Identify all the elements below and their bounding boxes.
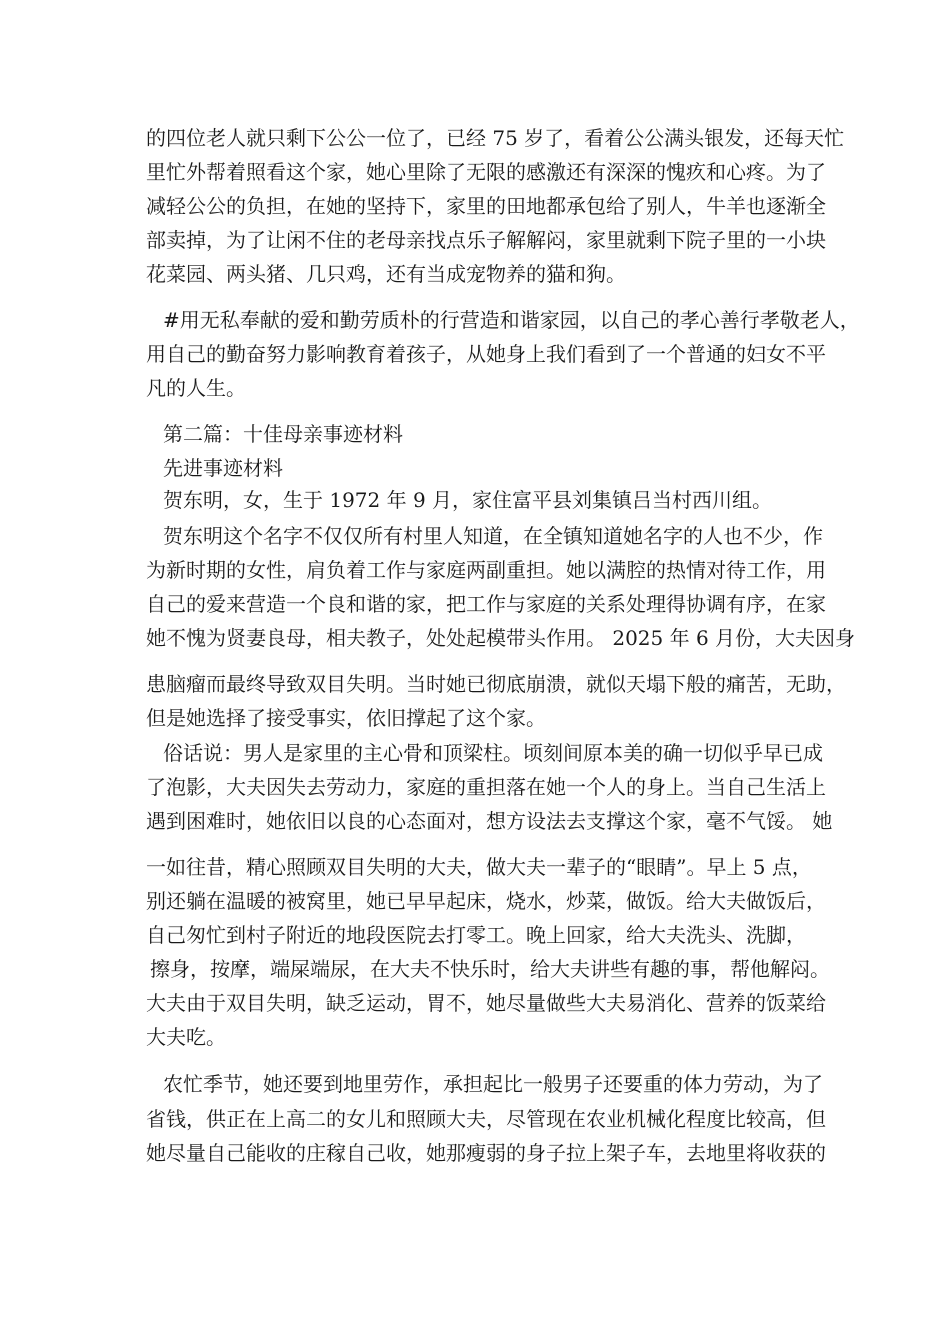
section-subheading: 先进事迹材料 bbox=[163, 456, 283, 480]
text-line: 花菜园、两头猪、几只鸡，还有当成宠物养的猫和狗。 bbox=[146, 262, 626, 286]
text-line: 一如往昔，精心照顾双目失明的大夫，做大夫一辈子的“眼睛”。早上 5 点， bbox=[146, 855, 812, 879]
section-heading: 第二篇：十佳母亲事迹材料 bbox=[163, 422, 403, 446]
text-line: 里忙外帮着照看这个家，她心里除了无限的感激还有深深的愧疚和心疼。为了 bbox=[146, 160, 826, 184]
text-line: 减轻公公的负担，在她的坚持下，家里的田地都承包给了别人，牛羊也逐渐全 bbox=[146, 194, 826, 218]
text-line: 用自己的勤奋努力影响教育着孩子，从她身上我们看到了一个普通的妇女不平 bbox=[146, 342, 826, 366]
text-line: 为新时期的女性，肩负着工作与家庭两副重担。她以满腔的热情对待工作，用 bbox=[146, 558, 826, 582]
text-line: 凡的人生。 bbox=[146, 376, 246, 400]
text-line: 省钱，供正在上高二的女儿和照顾大夫，尽管现在农业机械化程度比较高，但 bbox=[146, 1107, 826, 1131]
text-line: 大夫由于双目失明，缺乏运动，胃不，她尽量做些大夫易消化、营养的饭菜给 bbox=[146, 991, 826, 1015]
text-line: 大夫吃。 bbox=[146, 1025, 226, 1049]
text-line: 别还躺在温暖的被窝里，她已早早起床，烧水，炒菜，做饭。给大夫做饭后， bbox=[146, 889, 826, 913]
text-line: 擦身，按摩，端屎端尿，在大夫不快乐时，给大夫讲些有趣的事，帮他解闷。 bbox=[150, 957, 830, 981]
text-line: 她尽量自己能收的庄稼自己收，她那瘦弱的身子拉上架子车，去地里将收获的 bbox=[146, 1141, 826, 1165]
text-line: 农忙季节，她还要到地里劳作，承担起比一般男子还要重的体力劳动，为了 bbox=[163, 1072, 823, 1096]
text-line: 了泡影，大夫因失去劳动力，家庭的重担落在她一个人的身上。当自己生活上 bbox=[146, 775, 826, 799]
text-line: 遇到困难时，她依旧以良的心态面对，想方设法去支撑这个家，毫不气馁。 她 bbox=[146, 809, 833, 833]
text-line: #用无私奉献的爱和勤劳质朴的行营造和谐家园，以自己的孝心善行孝敬老人， bbox=[163, 308, 860, 332]
text-line: 但是她选择了接受事实，依旧撑起了这个家。 bbox=[146, 706, 546, 730]
text-line: 贺东明，女，生于 1972 年 9 月，家住富平县刘集镇吕当村西川组。 bbox=[163, 488, 773, 512]
text-line: 她不愧为贤妻良母，相夫教子，处处起模带头作用。 2025 年 6 月份，大夫因身 bbox=[146, 626, 856, 650]
text-line: 自己的爱来营造一个良和谐的家，把工作与家庭的关系处理得协调有序，在家 bbox=[146, 592, 826, 616]
text-line: 俗话说：男人是家里的主心骨和顶梁柱。顷刻间原本美的确一切似乎早已成 bbox=[163, 741, 823, 765]
text-line: 患脑瘤而最终导致双目失明。当时她已彻底崩溃，就似天塌下般的痛苦，无助， bbox=[146, 672, 846, 696]
text-line: 贺东明这个名字不仅仅所有村里人知道，在全镇知道她名字的人也不少，作 bbox=[163, 524, 823, 548]
text-line: 的四位老人就只剩下公公一位了，已经 75 岁了，看着公公满头银发，还每天忙 bbox=[146, 126, 845, 150]
text-line: 部卖掉，为了让闲不住的老母亲找点乐子解解闷，家里就剩下院子里的一小块 bbox=[146, 228, 826, 252]
text-line: 自己匆忙到村子附近的地段医院去打零工。晚上回家，给大夫洗头、洗脚， bbox=[146, 923, 806, 947]
